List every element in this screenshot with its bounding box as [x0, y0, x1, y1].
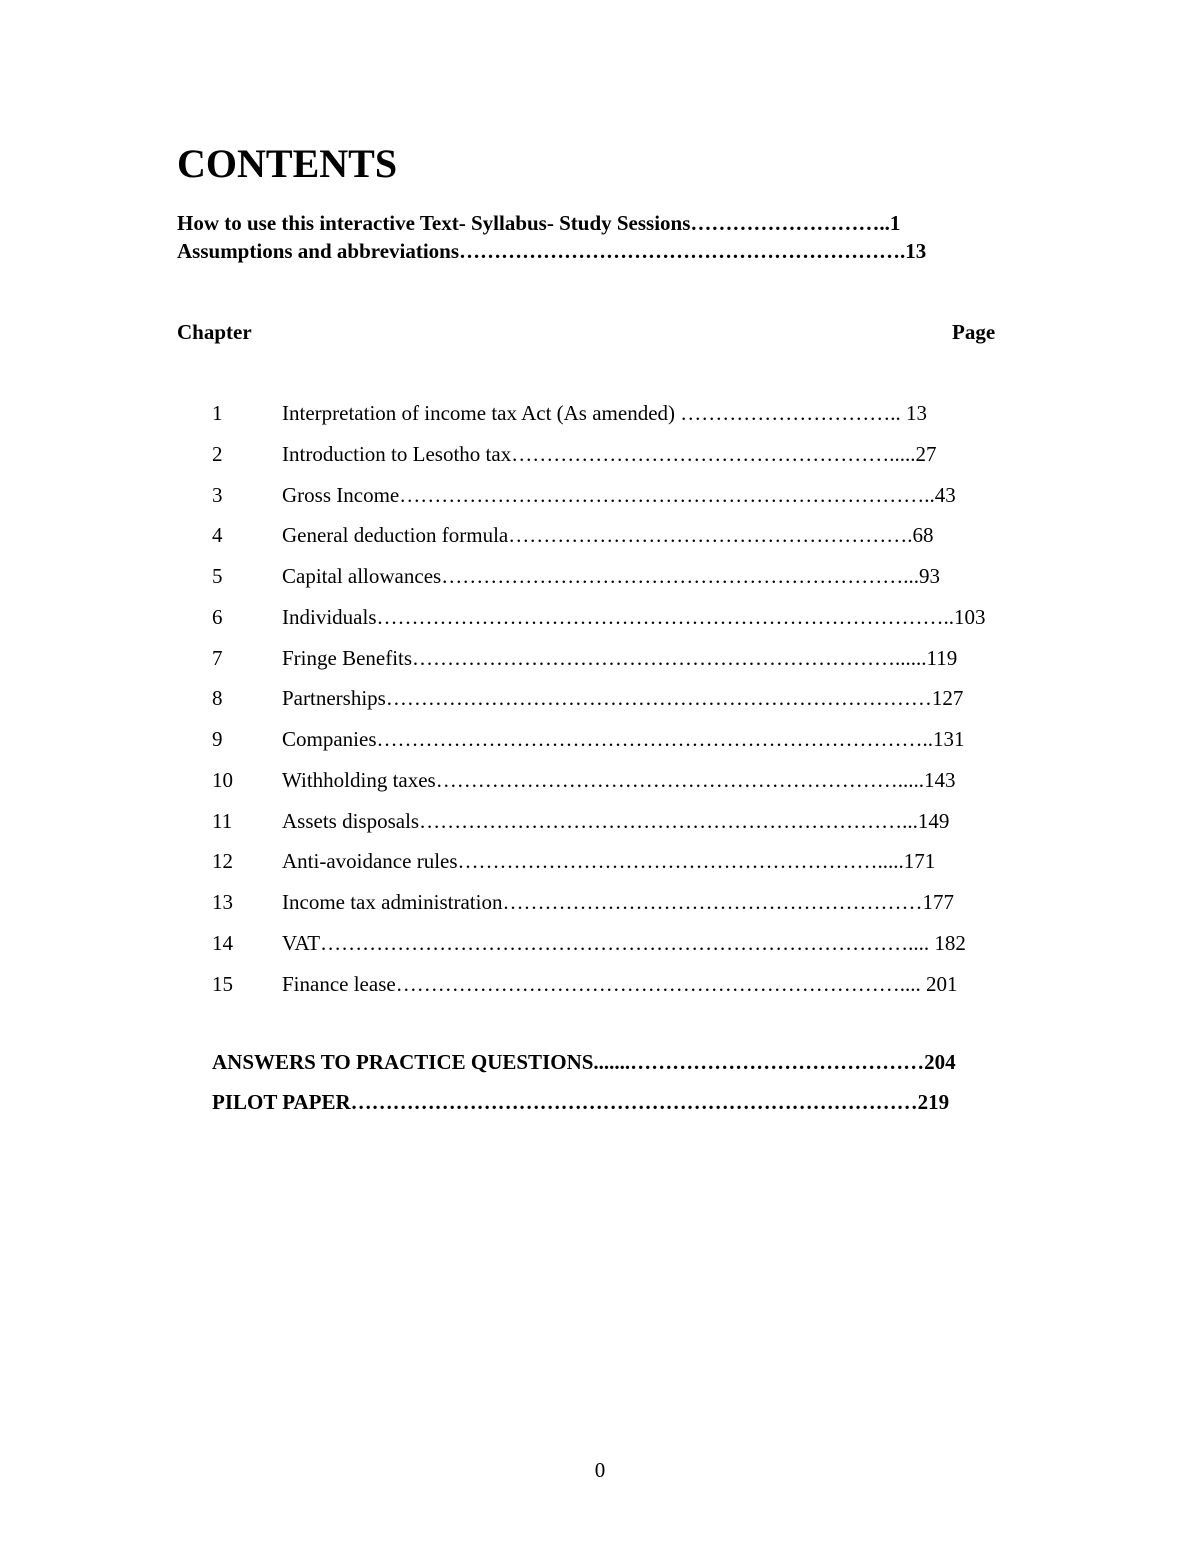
chapter-entry: Individuals………………………………………………………………………..103 — [282, 604, 986, 629]
chapter-entry: Fringe Benefits……………………………………………………………......119 — [282, 645, 958, 670]
chapter-entry: Interpretation of income tax Act (As amended) ………………………….. 13 — [282, 401, 928, 425]
chapter-row — [0, 438, 1200, 479]
contents-title: CONTENTS — [177, 141, 398, 186]
chapter-row — [0, 560, 1200, 601]
chapter-entry: Withholding taxes………………………………………………………….....143 — [282, 767, 956, 792]
chapter-row — [0, 805, 1200, 846]
chapter-number: 13 — [212, 890, 233, 914]
chapter-number: 1 — [212, 401, 223, 425]
chapter-entry: Assets disposals……………………………………………………………...149 — [282, 808, 950, 833]
chapter-entry: Gross Income…………………………………………………………………..43 — [282, 482, 956, 507]
chapter-row — [0, 601, 1200, 642]
chapter-row — [0, 723, 1200, 764]
chapter-number: 4 — [212, 523, 223, 548]
chapter-number: 6 — [212, 604, 223, 629]
toc-front-entry-assumptions: Assumptions and abbreviations……………………………………………………….13 — [177, 239, 927, 263]
chapter-number: 3 — [212, 482, 223, 507]
chapter-entry: Finance lease……………………………………………………………….... 201 — [282, 971, 958, 996]
toc-front-entry-how-to-use: How to use this interactive Text- Syllabus- Study Sessions………………………..1 — [177, 211, 901, 235]
chapter-number: 7 — [212, 645, 223, 670]
chapter-entry: Income tax administration……………………………………………………177 — [282, 890, 954, 914]
chapter-row — [0, 968, 1200, 1009]
chapter-entry: Partnerships……………………………………………………………………127 — [282, 686, 964, 711]
chapter-number: 11 — [212, 808, 233, 833]
chapter-row — [0, 886, 1200, 927]
chapter-entry: Introduction to Lesotho tax……………………………………………….....27 — [282, 441, 937, 466]
chapter-row — [0, 764, 1200, 805]
chapter-entry: Anti-avoidance rules…………………………………………………….....171 — [282, 849, 936, 874]
chapter-row — [0, 642, 1200, 683]
chapter-list — [0, 397, 1200, 1008]
chapter-number: 15 — [212, 971, 233, 996]
chapter-number: 8 — [212, 686, 223, 711]
page-column-header: Page — [952, 320, 996, 344]
chapter-row — [0, 682, 1200, 723]
chapter-entry: VAT………………………………………………………………………….... 182 — [282, 930, 966, 955]
chapter-number: 5 — [212, 564, 223, 588]
chapter-row — [0, 479, 1200, 520]
page-number: 0 — [594, 1458, 606, 1482]
toc-answers-entry: ANSWERS TO PRACTICE QUESTIONS.......……………………………………204 — [212, 1050, 956, 1074]
chapter-column-header: Chapter — [177, 320, 252, 344]
chapter-row — [0, 845, 1200, 886]
chapter-entry: Capital allowances…………………………………………………………...93 — [282, 564, 940, 588]
chapter-row — [0, 927, 1200, 968]
toc-pilot-paper-entry: PILOT PAPER………………………………………………………………………219 — [212, 1090, 950, 1114]
chapter-row — [0, 519, 1200, 560]
chapter-row — [0, 397, 1200, 438]
chapter-number: 14 — [212, 930, 233, 955]
chapter-number: 2 — [212, 441, 223, 466]
chapter-entry: Companies……………………………………………………………………..131 — [282, 727, 965, 751]
chapter-entry: General deduction formula………………………………………………….68 — [282, 523, 934, 548]
chapter-number: 9 — [212, 727, 223, 751]
chapter-number: 12 — [212, 849, 233, 874]
chapter-number: 10 — [212, 767, 233, 792]
